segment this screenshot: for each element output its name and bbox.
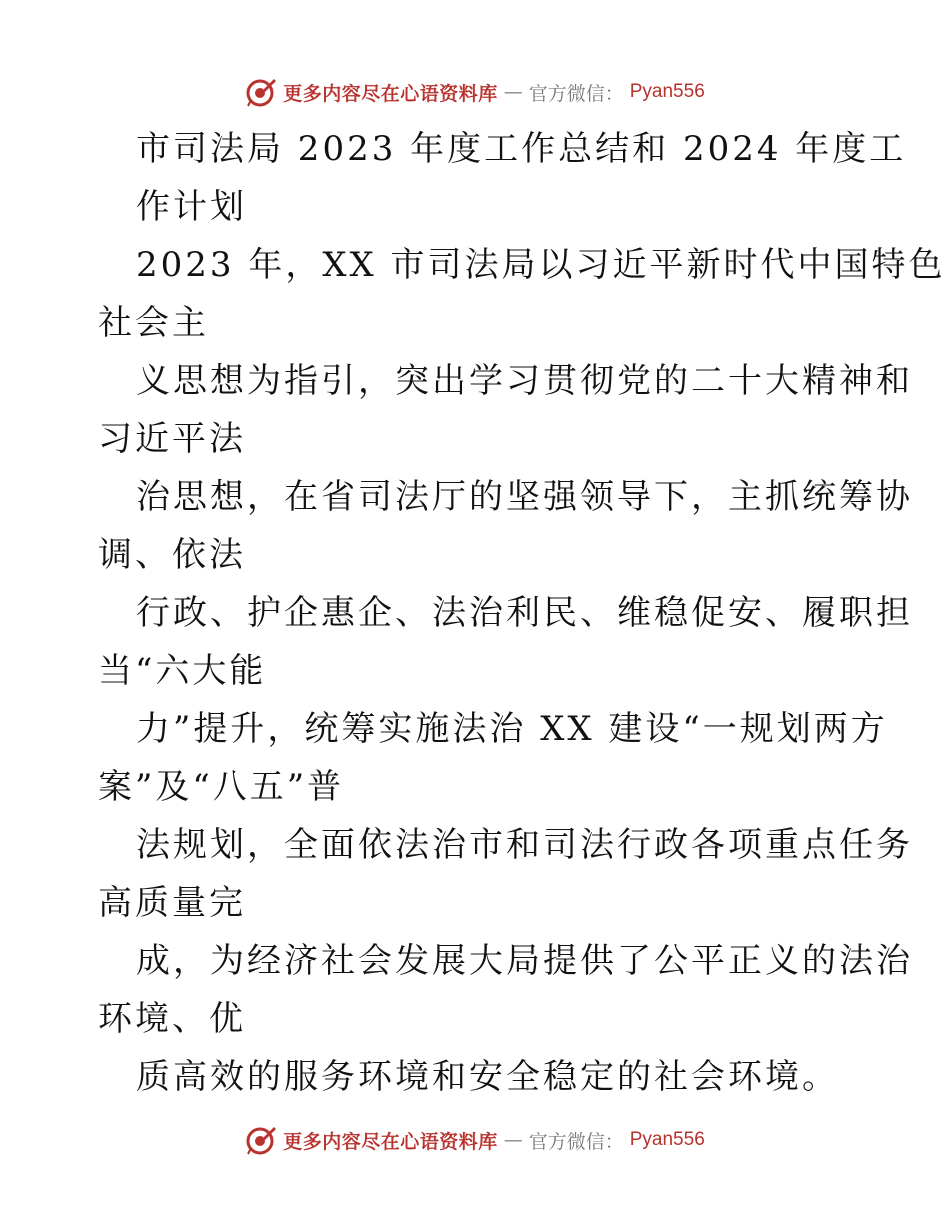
pen-logo-icon — [245, 1124, 277, 1156]
text-line: 义思想为指引，突出学习贯彻党的二十大精神和 — [136, 361, 913, 401]
watermark-text: 更多内容尽在心语资料库 — [283, 82, 498, 105]
text-line: 作计划 — [136, 187, 247, 227]
text-line: 法规划，全面依法治市和司法行政各项重点任务 — [136, 825, 913, 865]
document-body — [98, 120, 946, 1106]
text-line: 市司法局 2023 年度工作总结和 2024 年度工 — [136, 129, 907, 169]
text-line: 成，为经济社会发展大局提供了公平正义的法治 — [136, 941, 913, 981]
header-watermark — [0, 72, 950, 112]
text-line: 习近平法 — [98, 419, 246, 459]
watermark-id: Pyan556 — [629, 1129, 705, 1150]
text-line: 质高效的服务环境和安全稳定的社会环境。 — [136, 1057, 839, 1097]
watermark-dash: — — [503, 1129, 523, 1151]
pen-logo-icon — [245, 76, 277, 108]
text-line: 力”提升，统筹实施法治 XX 建设“一规划两方 — [136, 709, 888, 749]
text-line: 调、依法 — [98, 535, 246, 575]
footer-watermark — [0, 1120, 950, 1160]
watermark-id: Pyan556 — [629, 81, 705, 102]
text-line: 环境、优 — [98, 999, 246, 1039]
watermark-text: 更多内容尽在心语资料库 — [283, 1130, 498, 1153]
text-line: 治思想，在省司法厅的坚强领导下，主抓统筹协 — [136, 477, 913, 517]
text-line: 当“六大能 — [98, 651, 267, 691]
watermark-label: 官方微信： — [528, 1130, 624, 1153]
text-line: 2023 年，XX 市司法局以习近平新时代中国特色 — [136, 245, 946, 285]
text-line: 高质量完 — [98, 883, 246, 923]
watermark-label: 官方微信： — [528, 82, 624, 105]
text-line: 案”及“八五”普 — [98, 767, 345, 807]
watermark-dash: — — [503, 81, 523, 103]
text-line: 行政、护企惠企、法治利民、维稳促安、履职担 — [136, 593, 913, 633]
text-line: 社会主 — [98, 303, 209, 343]
